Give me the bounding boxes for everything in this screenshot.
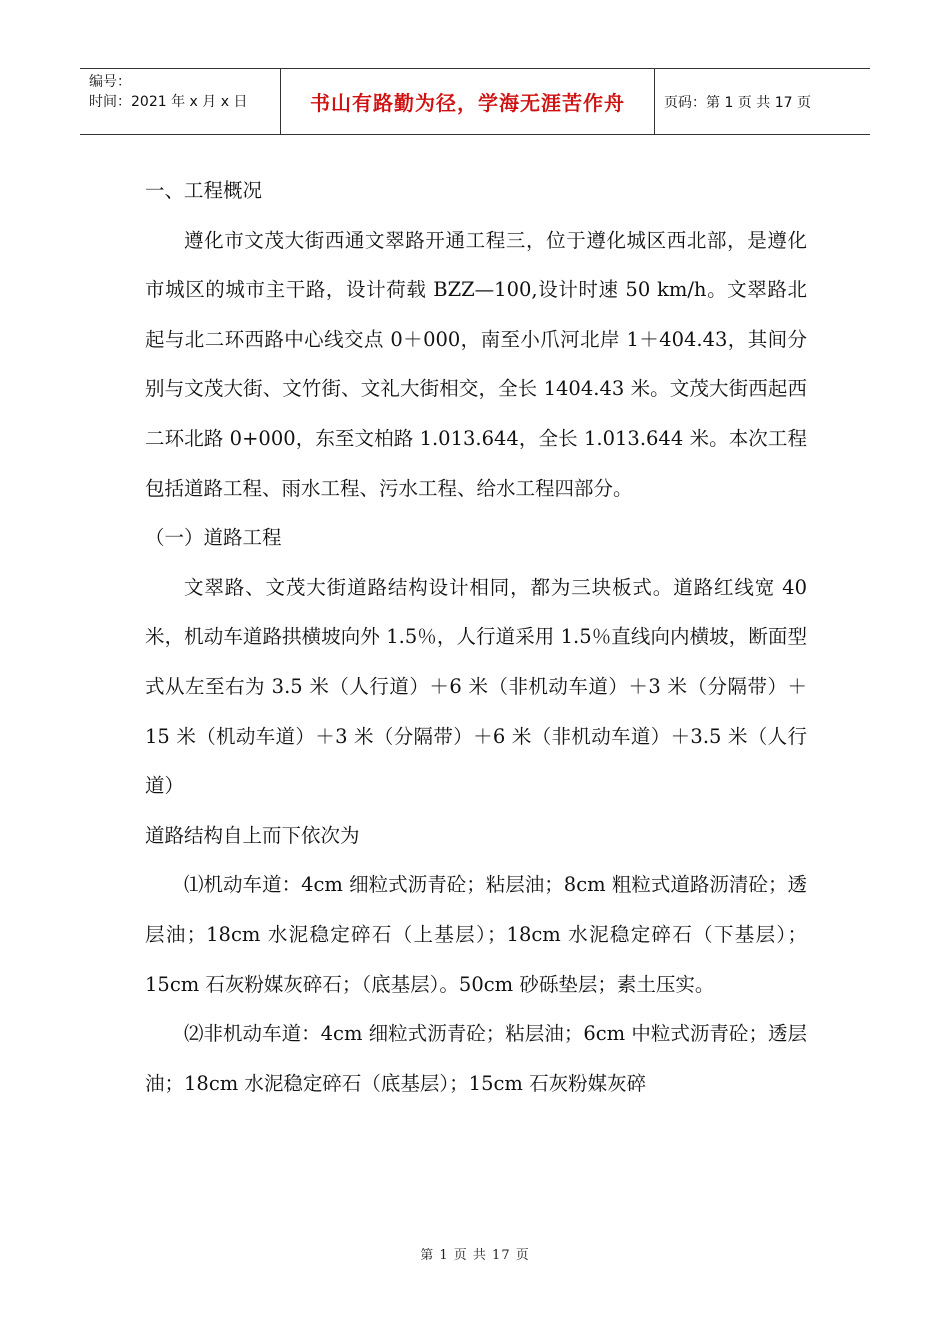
paragraph: 遵化市文茂大街西通文翠路开通工程三，位于遵化城区西北部，是遵化市城区的城市主干路，设计荷载 BZZ—100,设计时速 50 km/h。文翠路北起与北二环西路中心线交点 0＋000，南至小爪河北岸 1＋404.43，其间分别与文茂大街、文竹街、文礼大街相交，全长 1404.43 米。文茂大街西起西二环北路 0+000，东至文柏路 1.013.644，全长 1.013.644 米。本次工程包括道路工程、雨水工程、污水工程、给水工程四部分。 xyxy=(145,228,807,500)
document-body xyxy=(145,166,807,1108)
paragraph: 道路结构自上而下依次为 xyxy=(145,823,360,847)
page-footer: 第 1 页 共 17 页 xyxy=(420,1248,530,1263)
header-page-info: 页码：第 1 页 共 17 页 xyxy=(664,94,811,111)
header-motto: 书山有路勤为径，学海无涯苦作舟 xyxy=(281,69,655,134)
paragraph: 文翠路、文茂大街道路结构设计相同，都为三块板式。道路红线宽 40 米，机动车道路拱横坡向外 1.5％，人行道采用 1.5％直线向内横坡，断面型式从左至右为 3.5 米（人行道）＋6 米（非机动车道）＋3 米（分隔带）＋15 米（机动车道）＋3 米（分隔带）＋6 米（非机动车道）＋3.5 米（人行道） xyxy=(145,575,807,798)
document-time-label: 时间：2021 年 x 月 x 日 xyxy=(89,94,248,110)
paragraph: ⑵非机动车道：4cm 细粒式沥青砼；粘层油；6cm 中粒式沥青砼；透层油；18cm 水泥稳定碎石（底基层）；15cm 石灰粉媒灰碎 xyxy=(145,1022,807,1095)
paragraph: ⑴机动车道：4cm 细粒式沥青砼；粘层油；8cm 粗粒式道路沥清砼；透层油；18cm 水泥稳定碎石（上基层）；18cm 水泥稳定碎石（下基层）；15cm 石灰粉媒灰碎石；（底基层）。50cm 砂砾垫层；素土压实。 xyxy=(145,873,807,996)
document-number-label: 编号： xyxy=(89,74,131,90)
page-header xyxy=(80,68,870,135)
section-title: 一、工程概况 xyxy=(145,179,263,202)
subsection-title: （一）道路工程 xyxy=(145,526,282,550)
header-meta-cell xyxy=(80,69,281,134)
